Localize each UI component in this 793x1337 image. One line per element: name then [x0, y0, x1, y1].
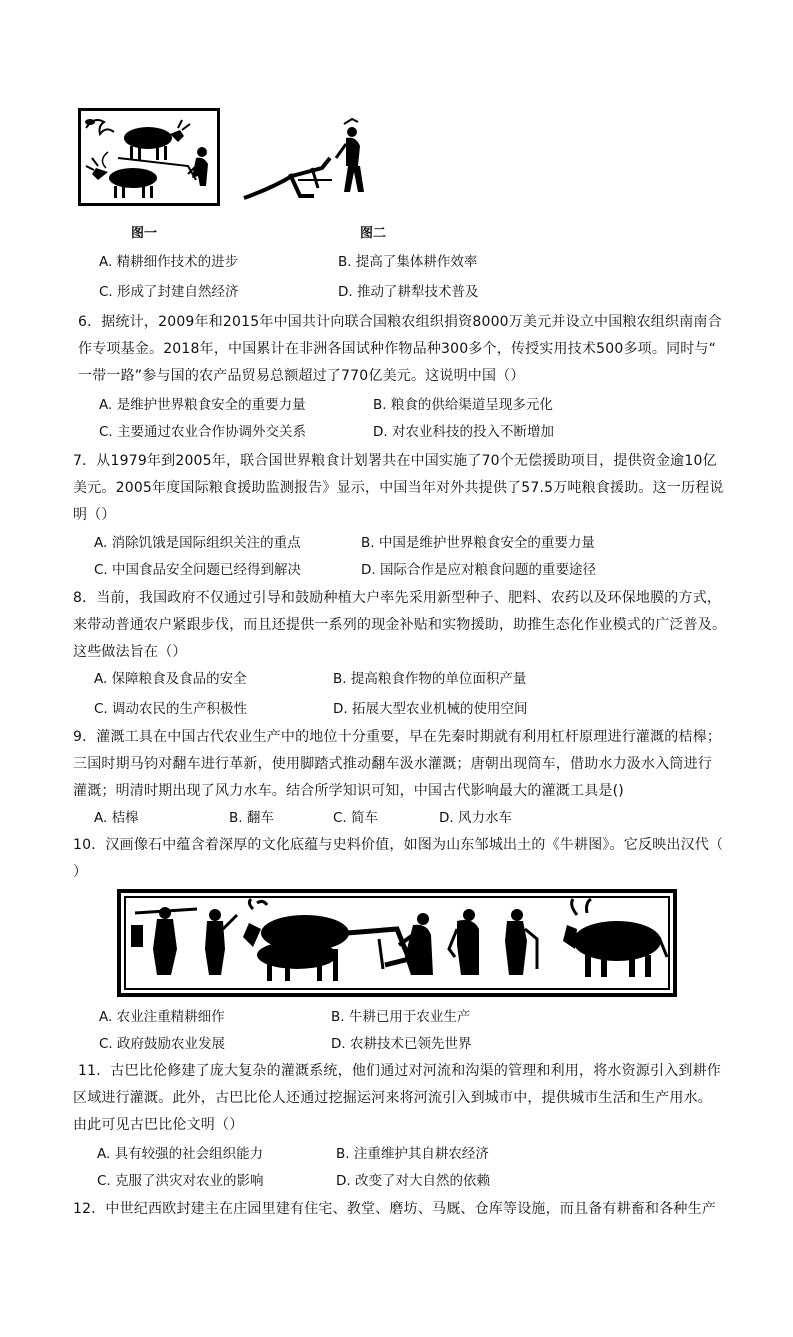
- q8-option-c[interactable]: C. 调动农民的生产积极性: [94, 701, 248, 717]
- q6-stem-line-1: 6．据统计，2009年和2015年中国共计向联合国粮农组织捐资8000万美元并设立中国粮农组织南南合: [78, 314, 722, 330]
- q8-option-d[interactable]: D. 拓展大型农业机械的使用空间: [333, 701, 528, 717]
- q6-stem-line-3: 一带一路”参与国的农产品贸易总额超过了770亿美元。这说明中国（）: [78, 368, 525, 384]
- q7-option-c[interactable]: C. 中国食品安全问题已经得到解决: [94, 562, 302, 578]
- q8-stem-line-1: 8．当前，我国政府不仅通过引导和鼓励种植大户率先采用新型种子、肥料、农药以及环保地膜的方式，: [73, 590, 722, 606]
- q10-stem-line-2: ）: [73, 864, 88, 880]
- q10-option-b[interactable]: B. 牛耕已用于农业生产: [331, 1009, 471, 1025]
- q6-stem-line-2: 作专项基金。2018年，中国累计在非洲各国试种作物品种300多个，传授实用技术500多项。同时与“: [78, 341, 717, 357]
- figure-one-image: [78, 108, 220, 206]
- figure-two-image: [242, 118, 376, 206]
- q5-option-b[interactable]: B. 提高了集体耕作效率: [338, 254, 478, 270]
- q5-option-d[interactable]: D. 推动了耕犁技术普及: [338, 284, 479, 300]
- q9-stem-line-3: 灌溉；明清时期出现了风力水车。结合所学知识可知，中国古代影响最大的灌溉工具是(): [73, 783, 624, 799]
- q9-stem-line-2: 三国时期马钧对翻车进行革新，使用脚踏式推动翻车汲水灌溉；唐朝出现筒车，借助水力汲水入筒进行: [73, 756, 712, 772]
- q7-option-a[interactable]: A. 消除饥饿是国际组织关注的重点: [94, 535, 301, 551]
- q7-stem-line-3: 明（）: [73, 507, 116, 523]
- q10-option-d[interactable]: D. 农耕技术已领先世界: [331, 1036, 472, 1052]
- q7-stem-line-1: 7．从1979年到2005年，联合国世界粮食计划署共在中国实施了70个无偿援助项目，提供资金逾10亿: [73, 453, 717, 469]
- q7-stem-line-2: 美元。2005年度国际粮食援助监测报告》显示，中国当年对外共提供了57.5万吨粮食援助。这一历程说: [73, 480, 724, 496]
- q6-option-b[interactable]: B. 粮食的供给渠道呈现多元化: [373, 397, 553, 413]
- q6-option-d[interactable]: D. 对农业科技的投入不断增加: [373, 424, 554, 440]
- q11-option-a[interactable]: A. 具有较强的社会组织能力: [97, 1146, 264, 1162]
- q9-option-d[interactable]: D. 风力水车: [439, 810, 512, 826]
- q8-stem-line-3: 这些做法旨在（）: [73, 644, 187, 660]
- q5-option-a[interactable]: A. 精耕细作技术的进步: [99, 254, 239, 270]
- figure-two-caption: 图二: [360, 226, 387, 241]
- q9-option-a[interactable]: A. 桔槔: [94, 810, 139, 826]
- q11-option-c[interactable]: C. 克服了洪灾对农业的影响: [97, 1173, 264, 1189]
- q5-option-c[interactable]: C. 形成了封建自然经济: [99, 284, 239, 300]
- q11-option-b[interactable]: B. 注重维护其自耕农经济: [336, 1146, 489, 1162]
- figure-one-caption: 图一: [131, 226, 158, 241]
- q11-stem-line-1: 11．古巴比伦修建了庞大复杂的灌溉系统，他们通过对河流和沟渠的管理和利用，将水资源引入到耕作: [78, 1063, 722, 1079]
- q8-option-a[interactable]: A. 保障粮食及食品的安全: [94, 671, 247, 687]
- q8-option-b[interactable]: B. 提高粮食作物的单位面积产量: [333, 671, 527, 687]
- ox-plowing-relief-image: [117, 889, 677, 997]
- q6-option-a[interactable]: A. 是维护世界粮食安全的重要力量: [99, 397, 306, 413]
- q10-option-c[interactable]: C. 政府鼓励农业发展: [99, 1036, 226, 1052]
- q9-option-c[interactable]: C. 简车: [333, 810, 379, 826]
- q11-option-d[interactable]: D. 改变了对大自然的依赖: [336, 1173, 490, 1189]
- q9-stem-line-1: 9．灌溉工具在中国古代农业生产中的地位十分重要，早在先秦时期就有利用杠杆原理进行灌溉的桔槔；: [73, 729, 722, 745]
- q8-stem-line-2: 来带动普通农户紧跟步伐，而且还提供一系列的现金补贴和实物援助，助推生态化作业模式的广泛普及。: [73, 617, 727, 633]
- q6-option-c[interactable]: C. 主要通过农业合作协调外交关系: [99, 424, 307, 440]
- q7-option-d[interactable]: D. 国际合作是应对粮食问题的重要途径: [361, 562, 596, 578]
- q10-option-a[interactable]: A. 农业注重精耕细作: [99, 1009, 225, 1025]
- q11-stem-line-2: 区域进行灌溉。此外，古巴比伦人还通过挖掘运河来将河流引入到城市中，提供城市生活和生产用水。: [73, 1090, 712, 1106]
- q12-stem-line-1: 12．中世纪西欧封建主在庄园里建有住宅、教堂、磨坊、马厩、仓库等设施，而且备有耕畜和各种生产: [73, 1201, 717, 1217]
- q9-option-b[interactable]: B. 翻车: [229, 810, 274, 826]
- q7-option-b[interactable]: B. 中国是维护世界粮食安全的重要力量: [361, 535, 595, 551]
- q11-stem-line-3: 由此可见古巴比伦文明（）: [73, 1117, 244, 1133]
- q10-stem-line-1: 10．汉画像石中蕴含着深厚的文化底蕴与史料价值，如图为山东邹城出土的《牛耕图》。它反映出汉代（: [73, 837, 724, 853]
